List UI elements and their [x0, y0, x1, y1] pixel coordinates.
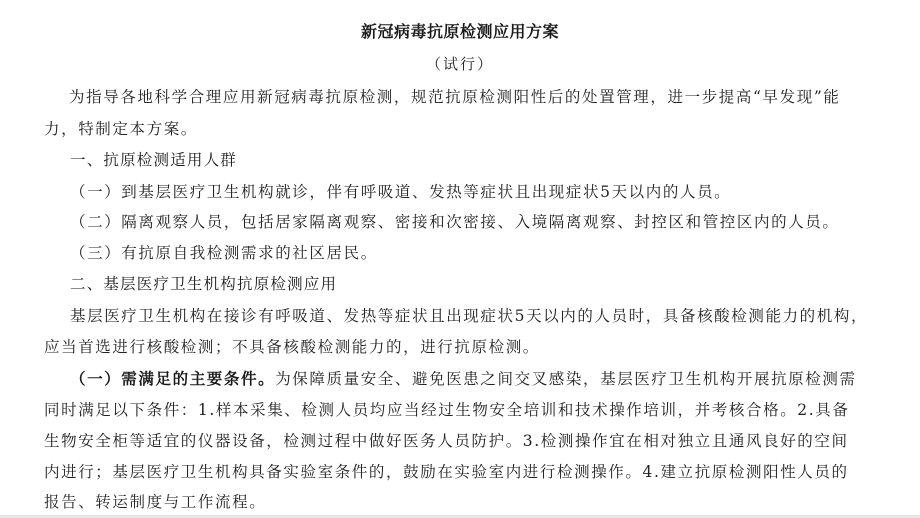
section-1-heading: 一、抗原检测适用人群 [70, 151, 238, 169]
section-2-para-1-line-2: 应当首选进行核酸检测；不具备核酸检测能力的，进行抗原检测。 [44, 338, 540, 356]
section-1-item-2: （二）隔离观察人员，包括居家隔离观察、密接和次密接、入境隔离观察、封控区和管控区内的人员。 [70, 213, 840, 231]
section-1-item-3: （三）有抗原自我检测需求的社区居民。 [70, 244, 378, 262]
document-title: 新冠病毒抗原检测应用方案 [360, 22, 559, 41]
intro-line-2: 力，特制定本方案。 [44, 120, 198, 138]
condition-line-1-text: 为保障质量安全、避免医患之间交叉感染，基层医疗卫生机构开展抗原检测需 [275, 370, 857, 388]
intro-line-1: 为指导各地科学合理应用新冠病毒抗原检测，规范抗原检测阳性后的处置管理，进一步提高“早发现”能 [69, 88, 841, 106]
section-2-para-1-line-1: 基层医疗卫生机构在接诊有呼吸道、发热等症状且出现症状5天以内的人员时，具备核酸检测能力的机构， [70, 307, 869, 325]
section-2-para-2-line-5: 报告、转运制度与工作流程。 [44, 493, 267, 511]
section-2-para-2-line-2: 同时满足以下条件：1.样本采集、检测人员均应当经过生物安全培训和技术操作培训，并考核合格。2.具备 [44, 401, 850, 419]
section-2-heading: 二、基层医疗卫生机构抗原检测应用 [70, 275, 338, 293]
section-2-para-2-line-1 [70, 369, 857, 389]
section-2-para-2-line-4: 内进行；基层医疗卫生机构具备实验室条件的，鼓励在实验室内进行检测操作。4.建立抗原检测阳性人员的 [44, 463, 849, 481]
section-1-item-1: （一）到基层医疗卫生机构就诊，伴有呼吸道、发热等症状且出现症状5天以内的人员。 [70, 183, 732, 201]
condition-heading: （一）需满足的主要条件。 [70, 369, 276, 388]
document-subtitle: （试行） [425, 55, 494, 73]
section-2-para-2-line-3: 生物安全柜等适宜的仪器设备，检测过程中做好医务人员防护。3.检测操作宜在相对独立且通风良好的空间 [44, 432, 849, 450]
